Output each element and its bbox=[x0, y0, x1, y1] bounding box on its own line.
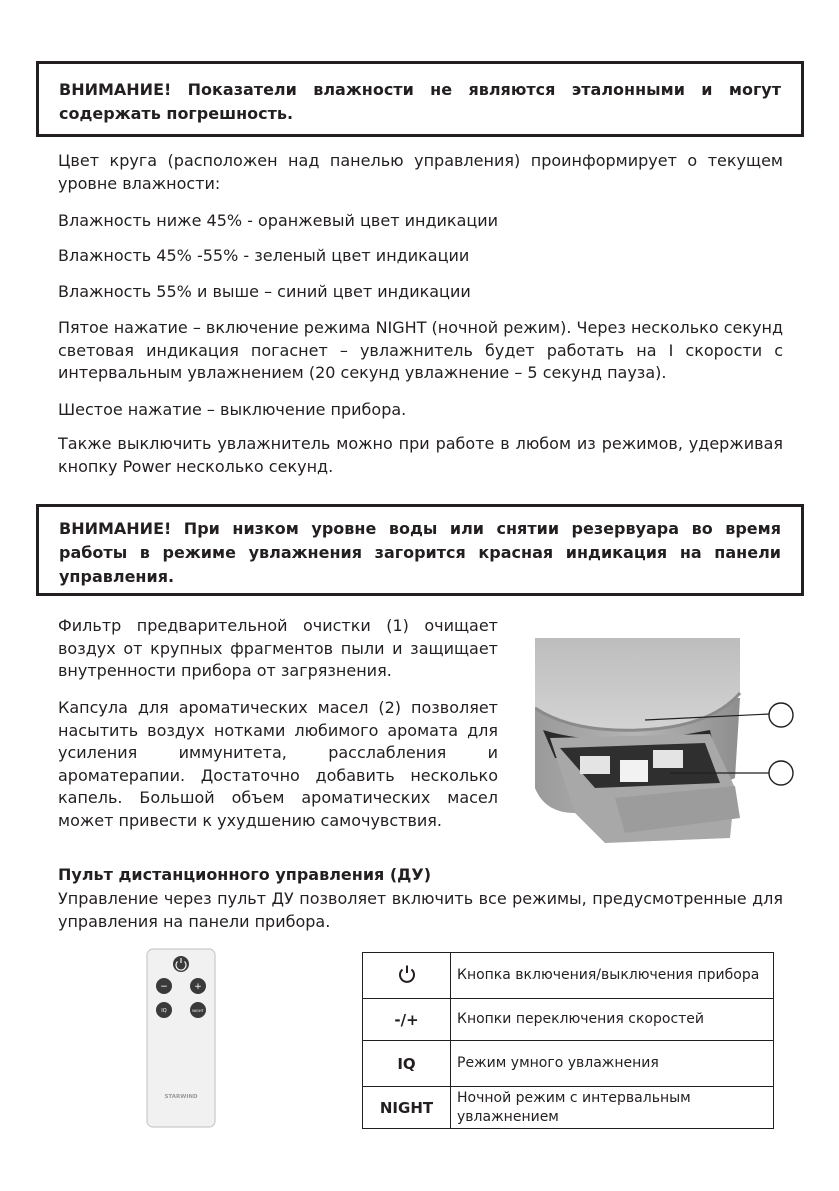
remote-power-button bbox=[173, 956, 189, 972]
svg-text:NIGHT: NIGHT bbox=[192, 1009, 204, 1013]
table-symbol-cell bbox=[363, 953, 451, 999]
humidifier-drawer-illustration bbox=[535, 638, 795, 843]
table-desc-cell: Ночной режим с интервальным увлажнением bbox=[451, 1087, 774, 1129]
filter-paragraph: Фильтр предварительной очистки (1) очищает воздух от крупных фрагментов пыли и защищает внутренности прибора от загрязнения. bbox=[58, 616, 498, 680]
remote-night-button bbox=[190, 1002, 206, 1018]
table-row bbox=[363, 1087, 774, 1129]
table-row bbox=[363, 999, 774, 1041]
humidity-mid-line: Влажность 45% -55% - зеленый цвет индикации bbox=[58, 246, 470, 265]
table-desc-cell: Кнопка включения/выключения прибора bbox=[451, 953, 774, 999]
table-symbol-cell: -/+ bbox=[363, 999, 451, 1041]
table-row bbox=[363, 1041, 774, 1087]
table-desc-cell: Кнопки переключения скоростей bbox=[451, 999, 774, 1041]
table-symbol-cell: NIGHT bbox=[363, 1087, 451, 1129]
remote-control-illustration bbox=[146, 948, 216, 1128]
svg-text:+: + bbox=[194, 982, 202, 992]
power-off-paragraph: Также выключить увлажнитель можно при работе в любом из режимов, удерживая кнопку Power несколько секунд. bbox=[58, 434, 783, 476]
color-indicator-intro: Цвет круга (расположен над панелью управления) проинформирует о текущем уровне влажности: bbox=[58, 151, 783, 193]
table-row bbox=[363, 953, 774, 999]
warning-text-accuracy: ВНИМАНИЕ! Показатели влажности не являются эталонными и могут содержать погрешность. bbox=[59, 80, 781, 123]
remote-section-title: Пульт дистанционного управления (ДУ) bbox=[58, 865, 432, 884]
sixth-press-paragraph: Шестое нажатие – выключение прибора. bbox=[58, 400, 407, 419]
remote-intro-paragraph: Управление через пульт ДУ позволяет включить все режимы, предусмотренные для управления на панели прибора. bbox=[58, 889, 783, 931]
remote-brand-label: STARWIND bbox=[164, 1094, 198, 1100]
table-symbol-cell: IQ bbox=[363, 1041, 451, 1087]
remote-plus-button bbox=[190, 978, 206, 994]
capsule-paragraph: Капсула для ароматических масел (2) позволяет насытить воздух нотками любимого аромата для усиления иммунитета, расслабления и ароматерапии. Достаточно добавить несколько капель. Большой объем ароматических масел может привести к ухудшению самочувствия. bbox=[58, 698, 498, 830]
humidity-high-line: Влажность 55% и выше – синий цвет индикации bbox=[58, 282, 471, 301]
table-desc-cell: Режим умного увлажнения bbox=[451, 1041, 774, 1087]
remote-minus-button bbox=[156, 978, 172, 994]
warning-box-low-water bbox=[36, 504, 804, 596]
warning-box-accuracy bbox=[36, 61, 804, 137]
fifth-press-paragraph: Пятое нажатие – включение режима NIGHT (ночной режим). Через несколько секунд световая индикация погаснет – увлажнитель будет работать на I скорости с интервальным увлажнением (20 секунд увлажнение – 5 секунд пауза). bbox=[58, 318, 783, 382]
remote-iq-button bbox=[156, 1002, 172, 1018]
svg-text:IQ: IQ bbox=[161, 1008, 167, 1014]
humidity-low-line: Влажность ниже 45% - оранжевый цвет индикации bbox=[58, 211, 499, 230]
power-icon bbox=[396, 963, 418, 985]
svg-text:−: − bbox=[160, 982, 168, 992]
warning-text-low-water: ВНИМАНИЕ! При низком уровне воды или снятии резервуара во время работы в режиме увлажнения загорится красная индикация на панели управления. bbox=[59, 519, 781, 586]
remote-buttons-table bbox=[362, 952, 774, 1129]
